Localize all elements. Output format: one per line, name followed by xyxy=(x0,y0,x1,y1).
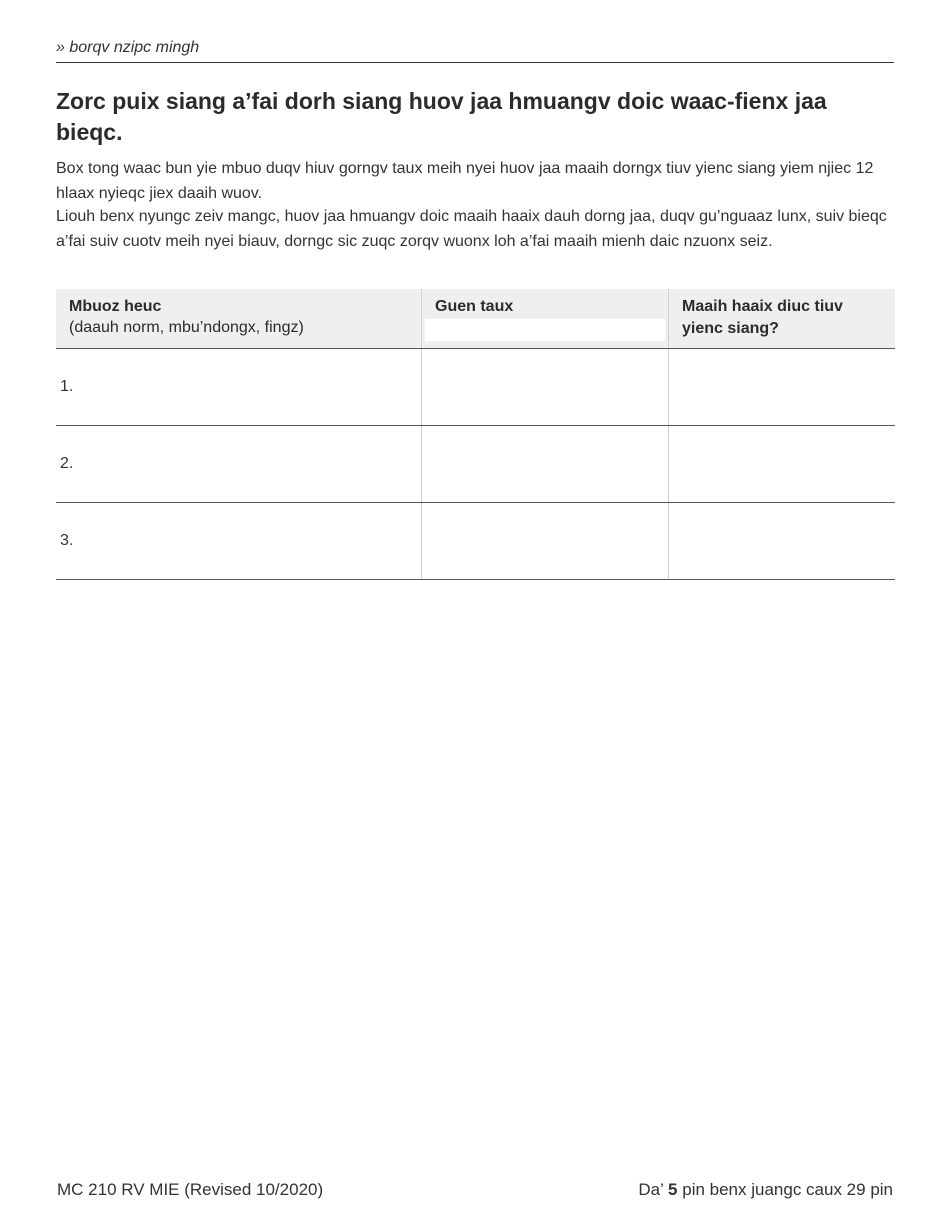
row-number: 1. xyxy=(60,378,74,395)
row-number: 2. xyxy=(60,455,74,472)
header-name xyxy=(56,289,422,349)
page-suffix: pin benx juangc caux 29 pin xyxy=(682,1180,893,1199)
page-indicator xyxy=(638,1180,893,1200)
household-changes-table xyxy=(56,289,895,580)
table-row xyxy=(56,503,895,580)
form-id: MC 210 RV MIE (Revised 10/2020) xyxy=(57,1180,324,1199)
header-relationship xyxy=(422,289,669,349)
header-change-label: Maaih haaix diuc tiuv yienc siang? xyxy=(682,298,843,337)
header-relationship-label: Guen taux xyxy=(435,298,514,315)
header-name-label: Mbuoz heuc xyxy=(69,298,162,315)
header-relationship-field[interactable] xyxy=(424,318,666,342)
row-number: 3. xyxy=(60,532,74,549)
row-2-change-cell[interactable] xyxy=(669,426,896,503)
row-1-name-cell[interactable] xyxy=(56,349,422,426)
row-2-relationship-cell[interactable] xyxy=(422,426,669,503)
row-3-name-cell[interactable] xyxy=(56,503,422,580)
instructions-paragraph-1: Box tong waac bun yie mbuo duqv hiuv gorngv taux meih nyei huov jaa maaih dorngx tiuv yienc siang yiem njiec 12 hlaax nyieqc jiex daaih wuov. xyxy=(56,160,874,202)
table-header-row xyxy=(56,289,895,349)
row-3-change-cell[interactable] xyxy=(669,503,896,580)
table-row xyxy=(56,349,895,426)
header-name-sub: (daauh norm, mbu’ndongx, fingz) xyxy=(69,319,304,336)
breadcrumb: » borqv nzipc mingh xyxy=(56,39,894,63)
row-3-relationship-cell[interactable] xyxy=(422,503,669,580)
table-row xyxy=(56,426,895,503)
header-change xyxy=(669,289,896,349)
row-2-name-cell[interactable] xyxy=(56,426,422,503)
row-1-relationship-cell[interactable] xyxy=(422,349,669,426)
instructions-paragraph-2: Liouh benx nyungc zeiv mangc, huov jaa hmuangv doic maaih haaix dauh dorng jaa, duqv gu’nguaaz lunx, suiv bieqc a’fai suiv cuotv meih nyei biauv, dorngc sic zuqc zorqv wuonx loh a’fai maaih mienh daic nzuonx seiz. xyxy=(56,208,887,250)
page-number: 5 xyxy=(668,1180,678,1199)
row-1-change-cell[interactable] xyxy=(669,349,896,426)
section-title: Zorc puix siang a’fai dorh siang huov jaa hmuangv doic waac-fienx jaa bieqc. xyxy=(56,88,827,145)
page-prefix: Da’ xyxy=(638,1180,664,1199)
